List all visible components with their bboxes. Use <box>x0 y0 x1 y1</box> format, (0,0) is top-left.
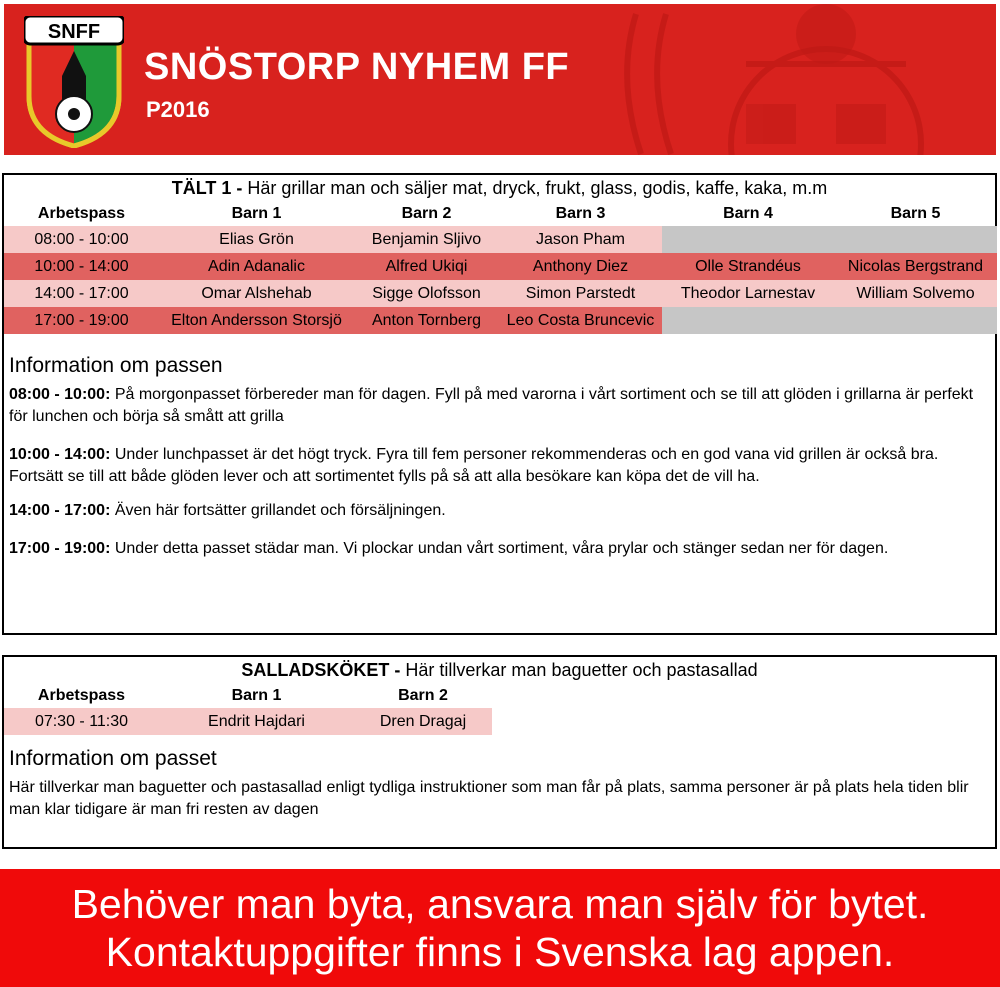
salad-schedule-table <box>4 683 492 735</box>
club-name: SNÖSTORP NYHEM FF <box>144 46 570 88</box>
tent-col-header: Arbetspass <box>37 204 126 222</box>
salad-info-heading: Information om passet <box>9 747 217 770</box>
tent-child-name: Olle Strandéus <box>662 253 834 280</box>
tent-title-desc: Här grillar man och säljer mat, dryck, frukt, glass, godis, kaffe, kaka, m.m <box>242 178 828 198</box>
salad-shift-time: 07:30 - 11:30 <box>4 708 159 735</box>
info-shift-time: 10:00 - 14:00: <box>9 446 111 463</box>
salad-section <box>2 655 997 849</box>
tent-schedule-table <box>4 201 997 334</box>
tent-child-name: Alfred Ukiqi <box>354 253 499 280</box>
footer-notice <box>0 869 1000 987</box>
salad-info-text: Här tillverkar man baguetter och pastasallad enligt tydliga instruktioner som man får på plats, samma personer är på plats hela tiden blir man klar tidigare är man fri resten av dagen <box>9 779 969 818</box>
tent-info-paragraph <box>9 538 989 560</box>
tent-shift-time: 17:00 - 19:00 <box>4 307 159 334</box>
tent-info-paragraph <box>9 444 989 488</box>
tent-info-heading: Information om passen <box>9 354 223 377</box>
info-shift-text: Under lunchpasset är det högt tryck. Fyra till fem personer rekommenderas och en god vana vid grillen är också bra. Fortsätt se till att både glöden lever och att sortimentet fylls på så att alla besökare kan köpa det de vill ha. <box>9 446 939 485</box>
tent-title <box>4 178 995 199</box>
salad-title-desc: Här tillverkar man baguetter och pastasallad <box>400 660 758 680</box>
tent-table-row <box>4 253 997 280</box>
watermark-crest-icon <box>596 4 956 155</box>
salad-col-header: Arbetspass <box>37 686 126 704</box>
tent-section <box>2 173 997 635</box>
info-shift-time: 08:00 - 10:00: <box>9 386 111 403</box>
tent-table-header <box>4 201 997 226</box>
logo-text: SNFF <box>47 21 101 43</box>
tent-child-name: Elton Andersson Storsjö <box>159 307 354 334</box>
info-shift-text: Även här fortsätter grillandet och försäljningen. <box>110 502 446 519</box>
tent-col-header: Barn 1 <box>231 204 282 222</box>
tent-child-name: Adin Adanalic <box>159 253 354 280</box>
tent-child-name: Anthony Diez <box>499 253 662 280</box>
salad-title <box>4 660 995 681</box>
footer-line-2: Kontaktuppgifter finns i Svenska lag appen. <box>105 929 895 975</box>
salad-child-name: Dren Dragaj <box>354 708 492 735</box>
tent-info-list <box>4 384 995 560</box>
tent-child-name: William Solvemo <box>834 280 997 307</box>
tent-info-paragraph <box>9 384 989 428</box>
tent-child-name: Jason Pham <box>499 226 662 253</box>
salad-col-header: Barn 1 <box>231 686 282 704</box>
tent-empty-cell <box>662 226 834 253</box>
tent-table-row <box>4 226 997 253</box>
tent-child-name: Omar Alshehab <box>159 280 354 307</box>
tent-child-name: Benjamin Sljivo <box>354 226 499 253</box>
info-shift-time: 17:00 - 19:00: <box>9 540 111 557</box>
tent-shift-time: 10:00 - 14:00 <box>4 253 159 280</box>
tent-table-row <box>4 280 997 307</box>
tent-empty-cell <box>834 226 997 253</box>
tent-empty-cell <box>662 307 834 334</box>
salad-table-header <box>4 683 492 708</box>
tent-child-name: Sigge Olofsson <box>354 280 499 307</box>
tent-col-header: Barn 3 <box>555 204 606 222</box>
tent-empty-cell <box>834 307 997 334</box>
salad-col-header: Barn 2 <box>398 686 448 704</box>
tent-child-name: Nicolas Bergstrand <box>834 253 997 280</box>
salad-title-bold: SALLADSKÖKET - <box>241 660 401 680</box>
info-shift-text: På morgonpasset förbereder man för dagen. Fyll på med varorna i vårt sortiment och se till att glöden i grillarna är perfekt för lunchen och börja så smått att grilla <box>9 386 974 425</box>
info-shift-time: 14:00 - 17:00: <box>9 502 111 519</box>
tent-col-header: Barn 4 <box>723 204 773 222</box>
header-banner <box>4 4 996 155</box>
team-name: P2016 <box>146 97 210 122</box>
tent-table-row <box>4 307 997 334</box>
tent-shift-time: 14:00 - 17:00 <box>4 280 159 307</box>
tent-child-name: Elias Grön <box>159 226 354 253</box>
salad-table-row <box>4 708 492 735</box>
tent-child-name: Simon Parstedt <box>499 280 662 307</box>
tent-child-name: Anton Tornberg <box>354 307 499 334</box>
tent-child-name: Leo Costa Bruncevic <box>499 307 662 334</box>
tent-info-paragraph <box>9 500 989 522</box>
tent-col-header: Barn 5 <box>890 204 941 222</box>
tent-shift-time: 08:00 - 10:00 <box>4 226 159 253</box>
info-shift-text: Under detta passet städar man. Vi plockar undan vårt sortiment, våra prylar och stänger sedan ner för dagen. <box>110 540 889 557</box>
footer-line-1: Behöver man byta, ansvara man själv för bytet. <box>71 881 929 927</box>
tent-title-bold: TÄLT 1 - <box>171 178 243 198</box>
tent-col-header: Barn 2 <box>401 204 452 222</box>
salad-child-name: Endrit Hajdari <box>159 708 354 735</box>
tent-child-name: Theodor Larnestav <box>662 280 834 307</box>
